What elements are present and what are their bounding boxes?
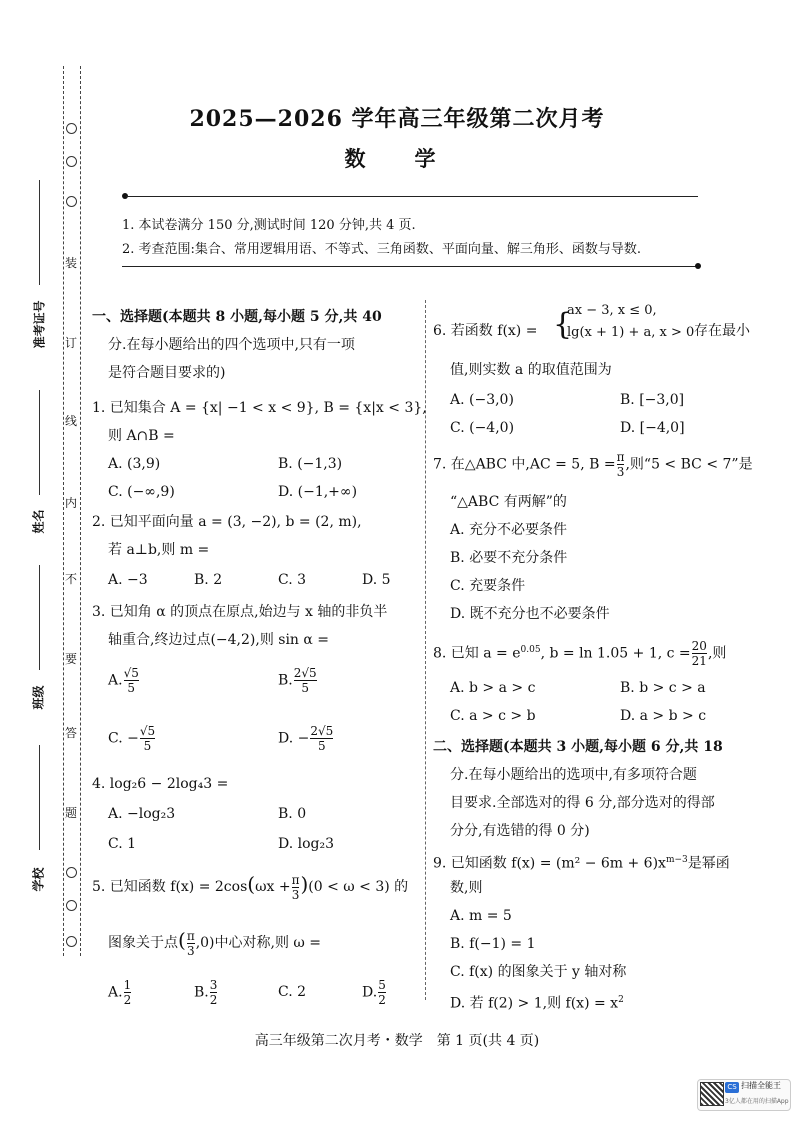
camscanner-logo-icon: CS bbox=[725, 1082, 739, 1093]
school-line[interactable] bbox=[39, 745, 40, 850]
binding-char: 题 bbox=[65, 806, 78, 820]
q9-option-b[interactable]: B. f(−1) = 1 bbox=[450, 936, 536, 952]
name-line[interactable] bbox=[39, 390, 40, 495]
class-line[interactable] bbox=[39, 565, 40, 670]
q3-option-b[interactable]: B. $\frac{2√5}{5}$ bbox=[278, 666, 317, 695]
scanner-badge-title: 扫描全能王 bbox=[741, 1081, 781, 1090]
notes-bottom-rule bbox=[122, 266, 696, 267]
q2-stem: 若 a⊥b,则 m = bbox=[108, 542, 210, 558]
section1-heading: 分.在每小题给出的四个选项中,只有一项 bbox=[108, 337, 355, 353]
q6-stem: 存在最小 bbox=[694, 323, 750, 339]
q6-option-d[interactable]: D. [−4,0] bbox=[620, 420, 685, 436]
q3-option-c[interactable]: C. − $\frac{√5}{5}$ bbox=[108, 724, 156, 753]
binding-char: 要 bbox=[65, 652, 78, 666]
q5-option-a[interactable]: A. $\frac{1}{2}$ bbox=[108, 978, 132, 1007]
q7-option-c[interactable]: C. 充要条件 bbox=[450, 578, 526, 594]
q5-option-c[interactable]: C. 2 bbox=[278, 984, 307, 1000]
q1-option-b[interactable]: B. (−1,3) bbox=[278, 456, 343, 472]
q4-option-d[interactable]: D. log₂3 bbox=[278, 836, 335, 852]
binding-hole bbox=[66, 867, 77, 878]
q7-option-a[interactable]: A. 充分不必要条件 bbox=[450, 522, 568, 538]
q7-stem: 7. 在△ABC 中,AC = 5, B = $\frac{\pi}{3}$ ,则“5 < BC < 7”是 bbox=[433, 450, 753, 479]
exam-subject: 数 学 bbox=[344, 146, 450, 171]
q2-option-d[interactable]: D. 5 bbox=[362, 572, 391, 588]
section2-heading: 分分,有选错的得 0 分) bbox=[450, 823, 590, 839]
q1-stem: 则 A∩B = bbox=[108, 428, 175, 444]
q7-stem: “△ABC 有两解”的 bbox=[450, 494, 567, 510]
q8-option-b[interactable]: B. b > c > a bbox=[620, 680, 706, 696]
section2-heading: 分.在每小题给出的选项中,有多项符合题 bbox=[450, 767, 697, 783]
exam-title: 2025—2026 学年高三年级第二次月考 bbox=[189, 106, 605, 132]
q4-option-b[interactable]: B. 0 bbox=[278, 806, 307, 822]
q1-option-a[interactable]: A. (3,9) bbox=[108, 456, 161, 472]
q3-stem: 3. 已知角 α 的顶点在原点,始边与 x 轴的非负半 bbox=[92, 604, 388, 620]
school-label: 学校 bbox=[31, 867, 46, 892]
binding-char: 线 bbox=[65, 414, 78, 428]
binding-hole bbox=[66, 936, 77, 947]
scanner-badge-subtitle: 3亿人都在用的扫描App bbox=[725, 1098, 789, 1105]
name-label: 姓名 bbox=[31, 509, 46, 534]
q2-option-a[interactable]: A. −3 bbox=[108, 572, 148, 588]
binding-hole bbox=[66, 900, 77, 911]
section1-heading: 是符合题目要求的) bbox=[108, 365, 226, 381]
q6-option-a[interactable]: A. (−3,0) bbox=[450, 392, 514, 408]
class-label: 班级 bbox=[31, 685, 46, 710]
admission-number-label: 准考证号 bbox=[32, 300, 47, 349]
binding-char: 不 bbox=[65, 572, 78, 586]
q3-option-a[interactable]: A. $\frac{√5}{5}$ bbox=[108, 666, 139, 695]
q8-option-d[interactable]: D. a > b > c bbox=[620, 708, 707, 724]
q8-option-a[interactable]: A. b > a > c bbox=[450, 680, 536, 696]
q6-option-b[interactable]: B. [−3,0] bbox=[620, 392, 685, 408]
binding-line-inner bbox=[80, 66, 81, 956]
q1-option-c[interactable]: C. (−∞,9) bbox=[108, 484, 175, 500]
section1-heading: 一、选择题(本题共 8 小题,每小题 5 分,共 40 bbox=[92, 309, 382, 325]
q1-option-d[interactable]: D. (−1,+∞) bbox=[278, 484, 358, 500]
q4-option-c[interactable]: C. 1 bbox=[108, 836, 137, 852]
binding-char: 装 bbox=[65, 256, 78, 270]
q2-stem: 2. 已知平面向量 a = (3, −2), b = (2, m), bbox=[92, 514, 362, 530]
binding-char: 订 bbox=[65, 336, 78, 350]
q3-stem: 轴重合,终边过点(−4,2),则 sin α = bbox=[108, 632, 330, 648]
q7-option-b[interactable]: B. 必要不充分条件 bbox=[450, 550, 568, 566]
binding-line-outer bbox=[63, 66, 64, 956]
rule-dot bbox=[695, 263, 701, 269]
q6-stem: 值,则实数 a 的取值范围为 bbox=[450, 362, 612, 378]
q9-option-a[interactable]: A. m = 5 bbox=[450, 908, 512, 924]
q9-stem: 数,则 bbox=[450, 880, 483, 896]
q6-case: ax − 3, x ≤ 0, bbox=[567, 303, 657, 318]
q7-option-d[interactable]: D. 既不充分也不必要条件 bbox=[450, 606, 610, 622]
q5-stem: 5. 已知函数 f(x) = 2cos(ωx + $\frac{\pi}{3}$ )(0 < ω < 3) 的 bbox=[92, 872, 409, 902]
q2-option-c[interactable]: C. 3 bbox=[278, 572, 307, 588]
qr-code-icon bbox=[700, 1082, 724, 1106]
q4-stem: 4. log₂6 − 2log₄3 = bbox=[92, 776, 229, 792]
q9-stem: 9. 已知函数 $f(x) = (m^2 - 6m + 6)x^{m-3}$是幂函 bbox=[433, 855, 730, 872]
q6-option-c[interactable]: C. (−4,0) bbox=[450, 420, 515, 436]
binding-char: 内 bbox=[65, 496, 78, 510]
q6-case: lg(x + 1) + a, x > 0 bbox=[567, 325, 695, 340]
note-line: 1. 本试卷满分 150 分,测试时间 120 分钟,共 4 页. bbox=[122, 218, 416, 233]
q8-option-c[interactable]: C. a > c > b bbox=[450, 708, 536, 724]
section2-heading: 目要求.全部选对的得 6 分,部分选对的得部 bbox=[450, 795, 715, 811]
q2-option-b[interactable]: B. 2 bbox=[194, 572, 223, 588]
q5-stem: 图象关于点( $\frac{\pi}{3}$ ,0)中心对称,则 ω = bbox=[108, 928, 322, 958]
binding-char: 答 bbox=[65, 726, 78, 740]
note-line: 2. 考查范围:集合、常用逻辑用语、不等式、三角函数、平面向量、解三角形、函数与导数. bbox=[122, 242, 642, 257]
q5-option-b[interactable]: B. $\frac{3}{2}$ bbox=[194, 978, 218, 1007]
notes-top-rule bbox=[126, 196, 698, 197]
q6-stem: 6. 若函数 f(x) = bbox=[433, 323, 538, 339]
page-footer: 高三年级第二次月考・数学 第 1 页(共 4 页) bbox=[254, 1033, 540, 1049]
section2-heading: 二、选择题(本题共 3 小题,每小题 6 分,共 18 bbox=[433, 739, 723, 755]
q3-option-d[interactable]: D. − $\frac{2√5}{5}$ bbox=[278, 724, 334, 753]
admission-number-line[interactable] bbox=[39, 180, 40, 285]
q8-stem: 8. 已知 $a = e^{0.05}$, b = ln 1.05 + 1, c = $\frac{20}{21}$ ,则 bbox=[433, 639, 727, 669]
binding-hole bbox=[66, 196, 77, 207]
q6-brace: { bbox=[553, 307, 573, 342]
q5-option-d[interactable]: D. $\frac{5}{2}$ bbox=[362, 978, 386, 1007]
q9-option-c[interactable]: C. f(x) 的图象关于 y 轴对称 bbox=[450, 964, 627, 980]
q9-option-d[interactable]: D. 若 f(2) > 1,则 $f(x) = x^2$ bbox=[450, 995, 624, 1012]
q4-option-a[interactable]: A. −log₂3 bbox=[108, 806, 176, 822]
q1-stem: 1. 已知集合 A = {x| −1 < x < 9}, B = {x|x < 3}, bbox=[92, 400, 427, 416]
